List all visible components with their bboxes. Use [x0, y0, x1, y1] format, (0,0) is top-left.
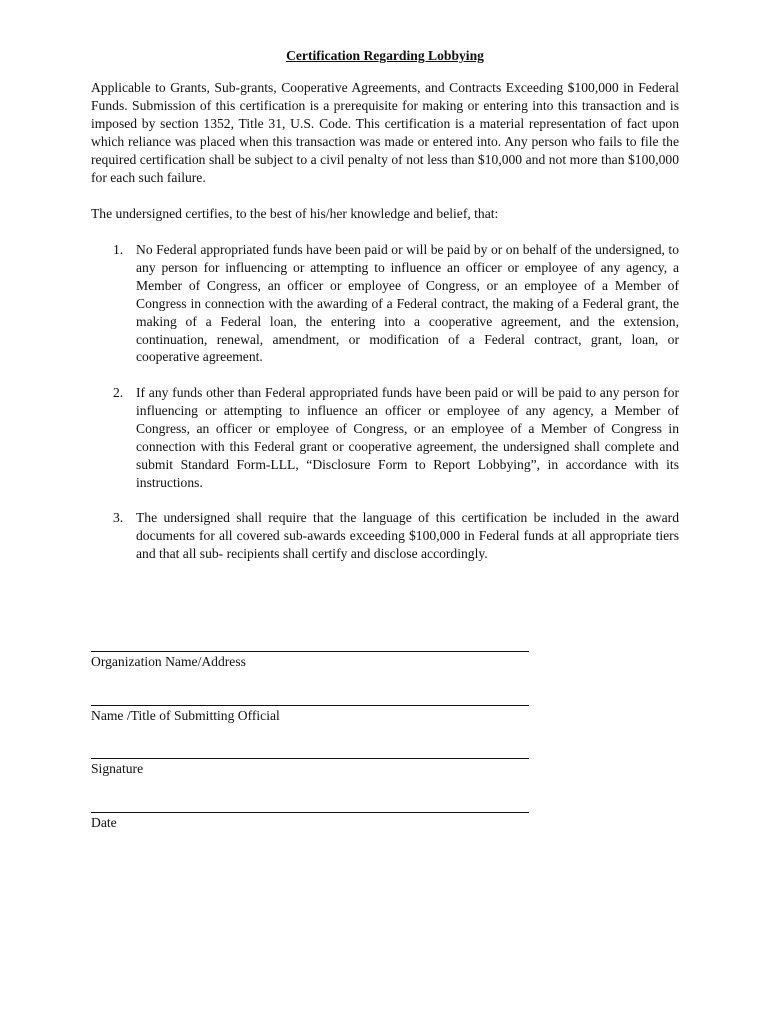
signature-field-name-title[interactable]: [91, 705, 531, 725]
list-item-number: 1.: [113, 242, 124, 257]
signature-line[interactable]: [91, 812, 529, 813]
signature-field-label: Signature: [91, 761, 144, 776]
list-item-text: No Federal appropriated funds have been paid or will be paid by or on behalf of the undersigned, to any person for influencing or attempting to influence an officer or employee of any agency, a Member of Congress, an officer or employee of Congress, or an employee of a Member of Congress in connection with the awarding of a Federal contract, the making of a Federal grant, the making of a Federal loan, the entering into a cooperative agreement, and the extension, continuation, renewal, amendment, or modification of a Federal contract, grant, loan, or cooperative agreement.: [136, 242, 679, 365]
list-item-number: 2.: [113, 385, 124, 400]
list-item-number: 3.: [113, 510, 124, 525]
list-item: [91, 384, 679, 491]
certification-lead: The undersigned certifies, to the best of his/her knowledge and belief, that:: [91, 206, 499, 221]
list-item-text: The undersigned shall require that the language of this certification be included in the award documents for all covered sub-awards exceeding $100,000 in Federal funds at all appropriate tiers and that all sub- recipients shall certify and disclose accordingly.: [136, 510, 679, 561]
signature-line[interactable]: [91, 651, 529, 652]
list-item-text: If any funds other than Federal appropriated funds have been paid or will be paid to any person for influencing or attempting to influence an officer or employee of any agency, a Member of Congress, an officer or employee of Congress, or an employee of a Member of Congress in connection with this Federal grant or cooperative agreement, the undersigned shall complete and submit Standard Form-LLL, “Disclosure Form to Report Lobbying”, in accordance with its instructions.: [136, 385, 679, 490]
signature-field-label: Organization Name/Address: [91, 654, 246, 669]
signature-line[interactable]: [91, 705, 529, 706]
signature-field-organization[interactable]: [91, 651, 531, 671]
signature-field-signature[interactable]: [91, 758, 531, 778]
document-title: Certification Regarding Lobbying: [286, 48, 484, 63]
signature-field-label: Name /Title of Submitting Official: [91, 708, 280, 723]
list-item: [91, 241, 679, 366]
list-item: [91, 509, 679, 563]
signature-field-date[interactable]: [91, 812, 531, 832]
signature-line[interactable]: [91, 758, 529, 759]
intro-paragraph: Applicable to Grants, Sub-grants, Cooperative Agreements, and Contracts Exceeding $100,000 in Federal Funds. Submission of this certification is a prerequisite for making or entering into this transaction and is imposed by section 1352, Title 31, U.S. Code. This certification is a material representation of fact upon which reliance was placed when this transaction was made or entered into. Any person who fails to file the required certification shall be subject to a civil penalty of not less than $10,000 and not more than $100,000 for each such failure.: [91, 80, 679, 185]
signature-field-label: Date: [91, 815, 117, 830]
